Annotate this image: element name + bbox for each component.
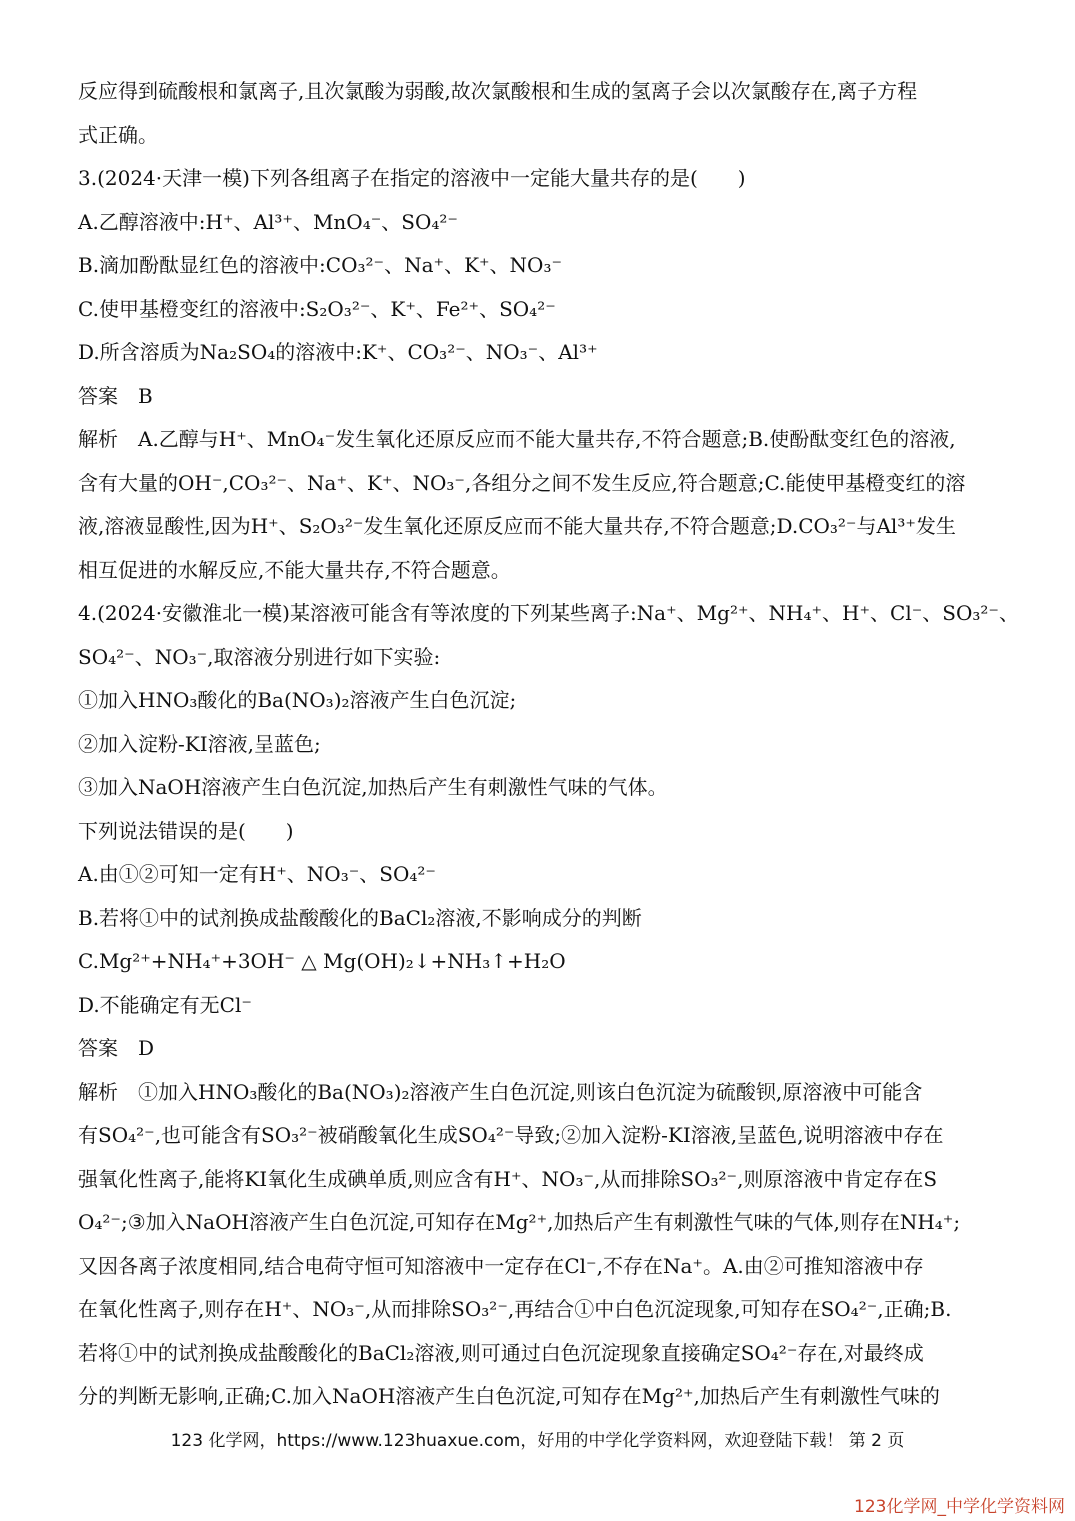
page-footer: 123 化学网，https://www.123huaxue.com，好用的中学化学资料网，欢迎登陆下载！ 第 2 页 [170, 1431, 905, 1451]
option-a: A.乙醇溶液中:H⁺、Al³⁺、MnO₄⁻、SO₄²⁻ [78, 209, 458, 234]
watermark-text: 123化学网_中学化学资料网 [854, 1497, 1065, 1517]
analysis-line: 有SO₄²⁻,也可能含有SO₃²⁻被硝酸氧化生成SO₄²⁻导致;②加入淀粉-KI溶液,呈蓝色,说明溶液中存在 [78, 1123, 944, 1147]
option-d: D.不能确定有无Cl⁻ [78, 992, 252, 1017]
analysis-line: 在氧化性离子,则存在H⁺、NO₃⁻,从而排除SO₃²⁻,再结合①中白色沉淀现象,可知存在SO₄²⁻,正确;B. [78, 1297, 952, 1321]
option-c-equation: C.Mg²⁺+NH₄⁺+3OH⁻ △ Mg(OH)₂↓+NH₃↑+H₂O [78, 949, 566, 973]
question-3-stem: 3.(2024·天津一模)下列各组离子在指定的溶液中一定能大量共存的是( ) [78, 166, 746, 190]
experiment-2: ②加入淀粉-KI溶液,呈蓝色; [78, 731, 321, 756]
analysis-line: 含有大量的OH⁻,CO₃²⁻、Na⁺、K⁺、NO₃⁻,各组分之间不发生反应,符合题意;C.能使甲基橙变红的溶 [78, 470, 966, 495]
option-a: A.由①②可知一定有H⁺、NO₃⁻、SO₄²⁻ [78, 862, 436, 886]
experiment-1: ①加入HNO₃酸化的Ba(NO₃)₂溶液产生白色沉淀; [78, 688, 517, 712]
document-body [78, 70, 1019, 1419]
analysis-line: 分的判断无影响,正确;C.加入NaOH溶液产生白色沉淀,可知存在Mg²⁺,加热后产生有刺激性气味的 [78, 1384, 940, 1408]
analysis-line: 若将①中的试剂换成盐酸酸化的BaCl₂溶液,则可通过白色沉淀现象直接确定SO₄²⁻存在,对最终成 [78, 1340, 924, 1365]
analysis-line: 强氧化性离子,能将KI氧化生成碘单质,则应含有H⁺、NO₃⁻,从而排除SO₃²⁻,则原溶液中肯定存在S [78, 1166, 938, 1191]
option-c: C.使甲基橙变红的溶液中:S₂O₃²⁻、K⁺、Fe²⁺、SO₄²⁻ [78, 296, 556, 321]
answer-3: 答案 B [78, 383, 153, 408]
analysis-line: O₄²⁻;③加入NaOH溶液产生白色沉淀,可知存在Mg²⁺,加热后产生有刺激性气味的气体,则存在NH₄⁺; [78, 1210, 961, 1234]
answer-4: 答案 D [78, 1036, 155, 1060]
option-b: B.滴加酚酞显红色的溶液中:CO₃²⁻、Na⁺、K⁺、NO₃⁻ [78, 253, 563, 277]
analysis-line: 解析 ①加入HNO₃酸化的Ba(NO₃)₂溶液产生白色沉淀,则该白色沉淀为硫酸钡,原溶液中可能含 [78, 1079, 923, 1104]
analysis-line: 又因各离子浓度相同,结合电荷守恒可知溶液中一定存在Cl⁻,不存在Na⁺。A.由②可推知溶液中存 [78, 1253, 924, 1278]
analysis-line: 相互促进的水解反应,不能大量共存,不符合题意。 [78, 557, 511, 582]
analysis-line: 解析 A.乙醇与H⁺、MnO₄⁻发生氧化还原反应而不能大量共存,不符合题意;B.使酚酞变红色的溶液, [78, 427, 956, 451]
question-4-prompt: 下列说法错误的是( ) [78, 818, 294, 843]
question-4-stem: 4.(2024·安徽淮北一模)某溶液可能含有等浓度的下列某些离子:Na⁺、Mg²⁺、NH₄⁺、H⁺、Cl⁻、SO₃²⁻、 [78, 601, 1019, 625]
analysis-line: 液,溶液显酸性,因为H⁺、S₂O₃²⁻发生氧化还原反应而不能大量共存,不符合题意;D.CO₃²⁻与Al³⁺发生 [78, 514, 956, 538]
experiment-3: ③加入NaOH溶液产生白色沉淀,加热后产生有刺激性气味的气体。 [78, 775, 668, 799]
text-line: 反应得到硫酸根和氯离子,且次氯酸为弱酸,故次氯酸根和生成的氢离子会以次氯酸存在,离子方程 [78, 79, 918, 103]
option-d: D.所含溶质为Na₂SO₄的溶液中:K⁺、CO₃²⁻、NO₃⁻、Al³⁺ [78, 340, 598, 364]
text-line: 式正确。 [78, 122, 158, 147]
option-b: B.若将①中的试剂换成盐酸酸化的BaCl₂溶液,不影响成分的判断 [78, 905, 642, 930]
question-4-stem: SO₄²⁻、NO₃⁻,取溶液分别进行如下实验: [78, 644, 441, 669]
